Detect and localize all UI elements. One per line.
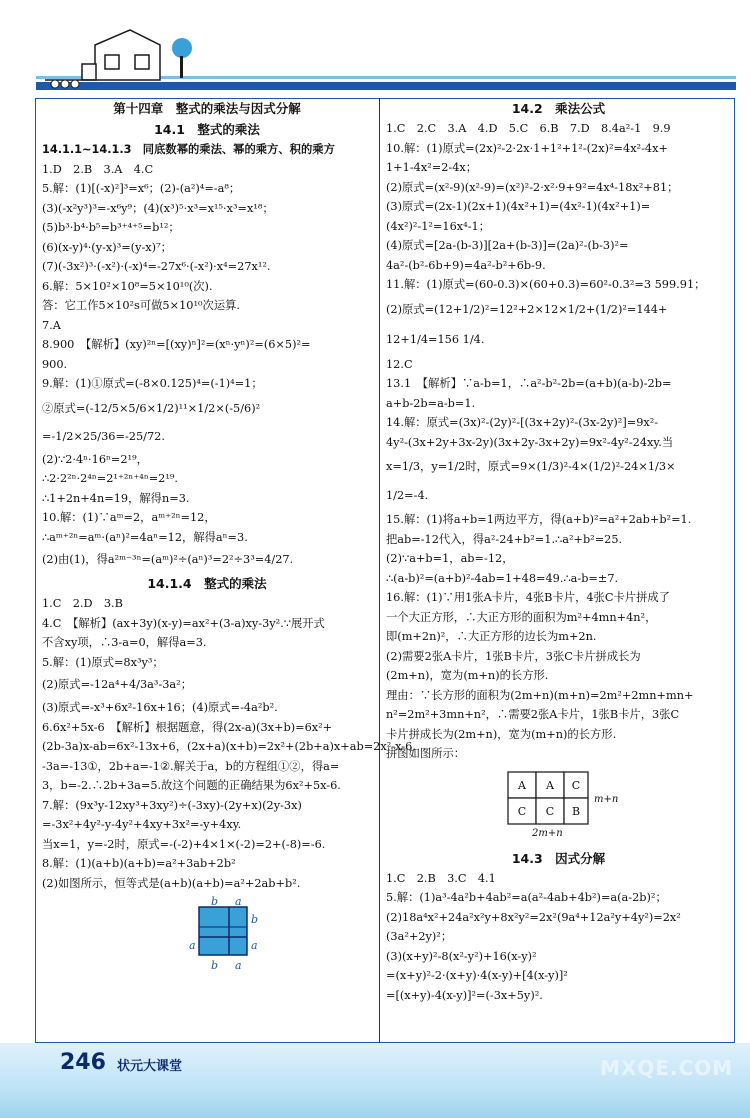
answer-line: 11.解：(1)原式=(60-0.3)×(60+0.3)=60²-0.3²=3 599.91； <box>386 278 706 291</box>
answer-line: 12.C <box>386 357 413 371</box>
label-a-right: a <box>251 939 258 952</box>
answer-line: (3)原式=(2x-1)(2x+1)(4x²+1)=(4x²-1)(4x²+1)= <box>386 200 651 213</box>
answer-line: 1.C 2.B 3.C 4.1 <box>386 871 496 885</box>
subsection-heading: 14.1.1~14.1.3 同底数幂的乘法、幂的乘方、积的乘方 <box>42 143 335 156</box>
answer-line: (2)∵2·4ⁿ·16ⁿ=2¹⁹， <box>42 452 148 466</box>
answer-line: 把ab=-12代入，得a²-24+b²=1.∴a²+b²=25. <box>386 532 623 546</box>
answer-line: 9.解：(1)①原式=(-8×0.125)⁴=(-1)⁴=1； <box>42 377 263 390</box>
answer-line: 卡片拼成长为(2m+n)，宽为(m+n)的长方形. <box>386 727 617 741</box>
answer-line: 3，b=-2.∴2b+3a=5.故这个问题的正确结果为6x²+5x-6. <box>42 779 341 792</box>
answer-line: ②原式=(-12/5×5/6×1/2)¹¹×1/2×(-5/6)² <box>42 401 261 415</box>
answer-line: 15.解：(1)将a+b=1两边平方，得(a+b)²=a²+2ab+b²=1. <box>386 513 692 526</box>
answer-line: 一个大正方形，∴大正方形的面积为m²+4mn+4n²， <box>386 610 657 624</box>
section-heading: 14.3 因式分解 <box>511 850 606 866</box>
answer-line: (7)(-3x²)³·(-x²)·(-x)⁴=-27x⁶·(-x²)·x⁴=27x¹². <box>42 260 271 273</box>
answer-line: 理由：∵长方形的面积为(2m+n)(m+n)=2m²+2mn+mn+ <box>386 688 694 702</box>
grid-cell: C <box>517 804 527 818</box>
answer-line: (2)需要2张A卡片，1张B卡片，3张C卡片拼成长为 <box>386 649 641 663</box>
answer-line: 8.解：(1)(a+b)(a+b)=a²+3ab+2b² <box>42 857 236 870</box>
answer-line: (2b-3a)x-ab=6x²-13x+6，(2x+a)(x+b)=2x²+(2b+a)x+ab=2x²-x-6. <box>42 740 416 753</box>
answer-line: (5)b³·b⁴·b⁵=b³⁺⁴⁺⁵=b¹²； <box>42 221 180 234</box>
grid-cell: B <box>571 804 581 818</box>
label-b-right: b <box>251 913 259 926</box>
answer-line: (3)(-x²y³)³=-x⁶y⁹；(4)(x³)⁵·x³=x¹⁵·x³=x¹⁸； <box>42 201 274 215</box>
answer-line: 7.解：(9x³y-12xy³+3xy²)÷(-3xy)-(2y+x)(2y-3x) <box>42 798 302 812</box>
answer-line: 即(m+2n)²，∴大正方形的边长为m+2n. <box>386 630 597 643</box>
grid-cell: C <box>545 804 555 818</box>
answer-line: 8.900 【解析】(xy)²ⁿ=[(xy)ⁿ]²=(xⁿ·yⁿ)²=(6×5)²= <box>42 338 311 351</box>
answer-line: 14.解：原式=(3x)²-(2y)²-[(3x+2y)²-(3x-2y)²]=9x²- <box>386 416 659 429</box>
answer-line: 5.解：(1)a³-4a²b+4ab²=a(a²-4ab+4b²)=a(a-2b)²； <box>386 891 667 904</box>
column-divider <box>379 98 380 1043</box>
answer-line: (2)如图所示，恒等式是(a+b)(a+b)=a²+2ab+b². <box>42 876 301 890</box>
answer-line: 4a²-(b²-6b+9)=4a²-b²+6b-9. <box>386 258 546 272</box>
answer-line: (2)原式=(x²-9)(x²-9)=(x²)²-2·x²·9+9²=4x⁴-18x²+81； <box>386 180 679 194</box>
answer-line: a+b-2b=a-b=1. <box>386 396 476 410</box>
book-title: 状元大课堂 <box>117 1059 183 1074</box>
answer-line: ∴(a-b)²=(a+b)²-4ab=1+48=49.∴a-b=±7. <box>386 571 619 585</box>
right-column <box>386 98 731 1043</box>
answer-line: (2)原式=(12+1/2)²=12²+2×12×1/2+(1/2)²=144+ <box>386 302 668 316</box>
house-banner-icon <box>0 0 750 100</box>
card-grid-diagram <box>504 768 664 840</box>
answer-line: 1.D 2.B 3.A 4.C <box>42 162 154 176</box>
label-b-bottom: b <box>211 959 219 972</box>
answer-line: 10.解：(1)原式=(2x)²-2·2x·1+1²+1²-(2x)²=4x²-4x+ <box>386 141 668 155</box>
answer-line: 4y²-(3x+2y+3x-2y)(3x+2y-3x+2y)=9x²-4y²-24xy.当 <box>386 435 674 449</box>
answer-line: 7.A <box>42 318 61 332</box>
answer-line: (2m+n)，宽为(m+n)的长方形. <box>386 669 549 682</box>
answer-line: (3)原式=-x³+6x²-16x+16；(4)原式=-4a²b². <box>42 701 278 714</box>
answer-line: (4)原式=[2a-(b-3)][2a+(b-3)]=(2a)²-(b-3)²= <box>386 239 629 252</box>
answer-line: 6.6x²+5x-6 【解析】根据题意，得(2x-a)(3x+b)=6x²+ <box>42 720 333 734</box>
section-heading: 14.1 整式的乘法 <box>154 122 260 137</box>
chapter-title: 第十四章 整式的乘法与因式分解 <box>113 101 301 116</box>
grid-cell: A <box>518 778 526 792</box>
answer-line: 不含xy项，∴3-a=0，解得a=3. <box>42 636 207 649</box>
answer-line: 1.C 2.C 3.A 4.D 5.C 6.B 7.D 8.4a²-1 9.9 <box>386 122 671 135</box>
answer-line: 900. <box>42 357 68 371</box>
answer-line: =-1/2×25/36=-25/72. <box>42 429 165 443</box>
answer-line: 16.解：(1)∵用1张A卡片，4张B卡片，4张C卡片拼成了 <box>386 591 670 604</box>
answer-line: (4x²)²-1²=16x⁴-1； <box>386 219 491 233</box>
watermark: MXQE.COM <box>600 1056 734 1080</box>
answer-line: 4.C 【解析】(ax+3y)(x-y)=ax²+(3-a)xy-3y².∵展开式 <box>42 616 325 630</box>
answer-line: ∴aᵐ⁺²ⁿ=aᵐ·(aⁿ)²=4aⁿ=12，解得aⁿ=3. <box>42 530 248 544</box>
grid-side-label: m+n <box>594 793 619 805</box>
answer-line: 1+1-4x²=2-4x； <box>386 161 478 174</box>
answer-line: ∴1+2n+4n=19，解得n=3. <box>42 491 190 505</box>
answer-line: 答：它工作5×10²s可做5×10¹⁰次运算. <box>42 299 240 312</box>
answer-line: 拼图如图所示： <box>386 747 466 760</box>
answer-line: 6.解：5×10²×10⁸=5×10¹⁰(次). <box>42 279 213 293</box>
page-header <box>0 0 750 100</box>
label-a-bottom: a <box>235 959 242 972</box>
label-a-left: a <box>189 939 196 952</box>
grid-cell: C <box>571 778 581 792</box>
answer-line: 5.解：(1)[(-x)²]³=x⁶；(2)-(a²)⁴=-a⁸； <box>42 182 241 195</box>
label-b-top: b <box>211 895 219 908</box>
answer-line: 1/2=-4. <box>386 489 429 502</box>
answer-line: =[(x+y)-4(x-y)]²=(-3x+5y)². <box>386 988 543 1002</box>
answer-line: =-3x²+4y²-y-4y²+4xy+3x²=-y+4xy. <box>42 818 242 831</box>
answer-line: 5.解：(1)原式=8x³y³； <box>42 655 164 669</box>
square-figure <box>187 897 372 981</box>
grid-cell: A <box>546 778 554 792</box>
answer-line: ∴2·2²ⁿ·2⁴ⁿ=2¹⁺²ⁿ⁺⁴ⁿ=2¹⁹. <box>42 472 179 485</box>
answer-line: 13.1 【解析】∵a-b=1，∴a²-b²-2b=(a+b)(a-b)-2b= <box>386 377 672 390</box>
card-grid-figure <box>504 768 731 844</box>
answer-line: (3a²+2y)²； <box>386 930 453 943</box>
section-heading: 14.1.4 整式的乘法 <box>147 576 267 591</box>
section-heading: 14.2 乘法公式 <box>511 101 606 116</box>
square-diagram <box>187 897 277 977</box>
answer-line: (2)18a⁴x²+24a²x²y+8x²y²=2x²(9a⁴+12a²y+4y²)=2x² <box>386 910 681 924</box>
answer-line: 10.解：(1)∵aᵐ=2，aᵐ⁺²ⁿ=12， <box>42 511 216 524</box>
answer-line: x=1/3，y=1/2时，原式=9×(1/3)²-4×(1/2)²-24×1/3× <box>386 460 676 473</box>
answer-line: 当x=1，y=-2时，原式=-(-2)+4×1×(-2)=2+(-8)=-6. <box>42 837 326 851</box>
answer-line: (2)由(1)，得a²ᵐ⁻³ⁿ=(aᵐ)²÷(aⁿ)³=2²÷3³=4/27. <box>42 553 294 566</box>
answer-line: (2)∵a+b=1，ab=-12， <box>386 552 514 565</box>
label-a-top: a <box>235 895 242 908</box>
page-number: 246 <box>60 1050 106 1075</box>
answer-line: (6)(x-y)⁴·(y-x)³=(y-x)⁷； <box>42 240 172 254</box>
answer-line: -3a=-13①，2b+a=-1②.解关于a，b的方程组①②，得a= <box>42 759 340 773</box>
answer-line: (3)(x+y)²-8(x²-y²)+16(x-y)² <box>386 949 537 963</box>
answer-line: (2)原式=-12a⁴+4/3a³-3a²； <box>42 678 192 691</box>
answer-line: n²=2m²+3mn+n²，∴需要2张A卡片，1张B卡片，3张C <box>386 708 680 721</box>
grid-bottom-label: 2m+n <box>532 827 563 839</box>
page-footer <box>0 1043 750 1118</box>
answer-line: 1.C 2.D 3.B <box>42 597 123 610</box>
answer-line: 12+1/4=156 1/4. <box>386 332 485 346</box>
answer-line: =(x+y)²-2·(x+y)·4(x-y)+[4(x-y)]² <box>386 969 568 982</box>
